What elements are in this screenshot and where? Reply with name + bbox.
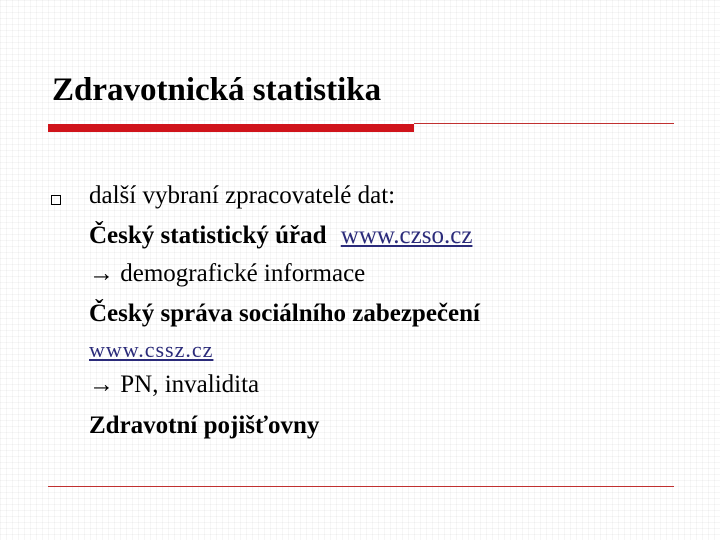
cssz-link[interactable]: www.cssz.cz [89,337,214,362]
czso-line [89,222,472,250]
czso-name: Český statistický úřad [89,222,327,249]
intro-line: další vybraní zpracovatelé dat: [89,182,396,209]
insurers-line: Zdravotní pojišťovny [89,412,320,439]
slide-title: Zdravotnická statistika [52,72,382,108]
bottom-divider [48,486,674,487]
bullet-square-icon [51,195,61,205]
title-underline-thin [414,123,674,124]
cssz-note: → PN, invalidita [89,371,260,398]
czso-link[interactable]: www.czso.cz [340,222,473,249]
cssz-name: Český správa sociálního zabezpečení [89,300,480,327]
title-underline-thick [48,124,414,132]
czso-note: → demografické informace [89,260,366,287]
